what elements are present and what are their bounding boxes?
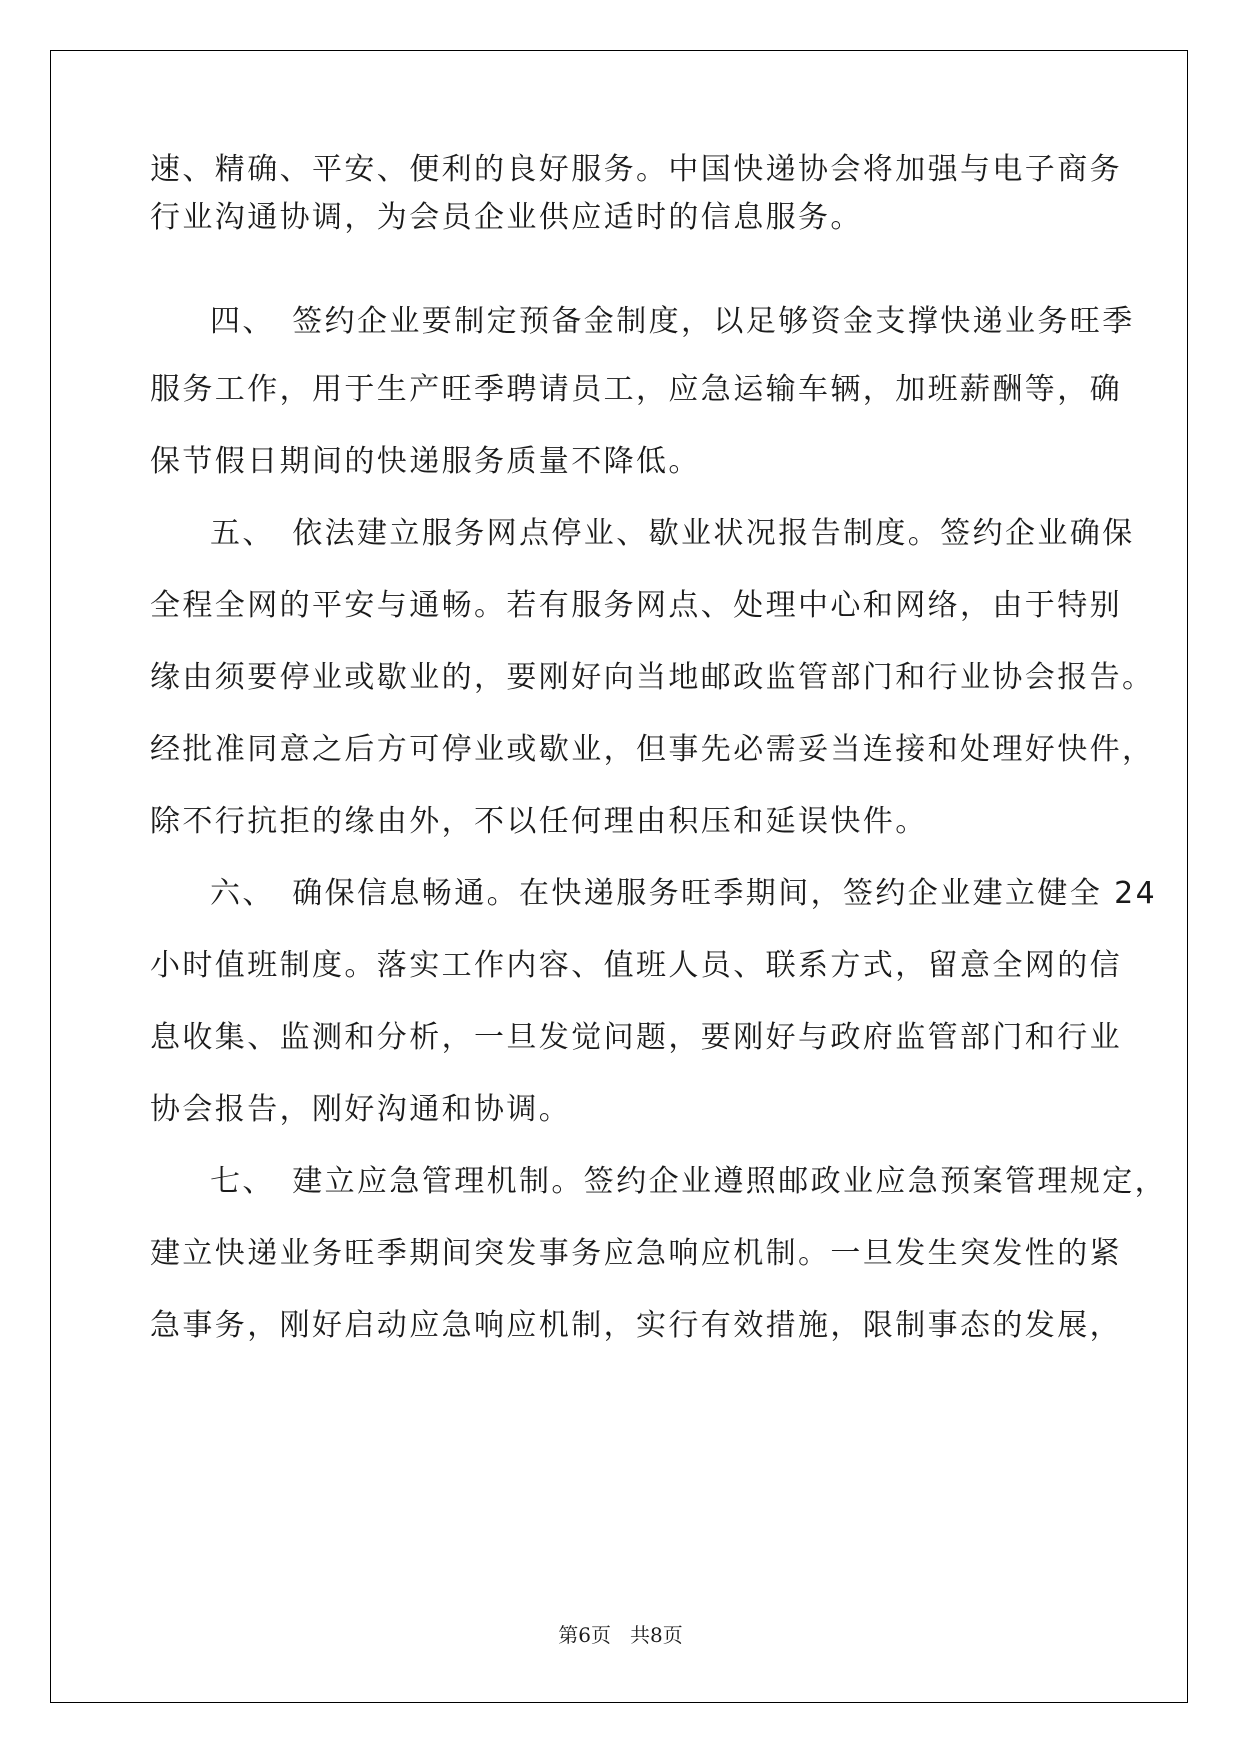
text-line-17: 急事务，刚好启动应急响应机制，实行有效措施，限制事态的发展， (150, 1308, 1122, 1343)
text-line-2: 行业沟通协调，为会员企业供应适时的信息服务。 (150, 200, 863, 235)
text-line-12: 小时值班制度。落实工作内容、值班人员、联系方式，留意全网的信 (150, 948, 1122, 983)
text-line-7: 全程全网的平安与通畅。若有服务网点、处理中心和网络，由于特别 (150, 588, 1122, 623)
footer-total-pages: 8 (650, 1623, 663, 1647)
text-line-13: 息收集、监测和分析，一旦发觉问题，要刚好与政府监管部门和行业 (150, 1020, 1122, 1055)
text-line-9: 经批准同意之后方可停业或歇业，但事先必需妥当连接和处理好快件， (150, 732, 1155, 767)
text-line-11: 六、 确保信息畅通。在快递服务旺季期间，签约企业建立健全 24 (210, 876, 1158, 911)
text-line-8: 缘由须要停业或歇业的，要刚好向当地邮政监管部门和行业协会报告。 (150, 660, 1155, 695)
text-line-5: 保节假日期间的快递服务质量不降低。 (150, 444, 701, 479)
text-line-3: 四、 签约企业要制定预备金制度，以足够资金支撑快递业务旺季 (210, 304, 1135, 339)
page-number-footer (0, 1622, 1241, 1648)
footer-total-prefix: 共 (630, 1623, 651, 1647)
text-line-1: 速、精确、平安、便利的良好服务。中国快递协会将加强与电子商务 (150, 152, 1122, 187)
footer-current-prefix: 第 (558, 1623, 579, 1647)
text-line-6: 五、 依法建立服务网点停业、歇业状况报告制度。签约企业确保 (210, 516, 1135, 551)
text-line-14: 协会报告，刚好沟通和协调。 (150, 1092, 572, 1127)
text-line-16: 建立快递业务旺季期间突发事务应急响应机制。一旦发生突发性的紧 (150, 1236, 1122, 1271)
footer-current-page: 6 (578, 1623, 591, 1647)
footer-current-suffix: 页 (590, 1623, 611, 1647)
text-line-10: 除不行抗拒的缘由外，不以任何理由积压和延误快件。 (150, 804, 928, 839)
footer-total-suffix: 页 (662, 1623, 683, 1647)
text-line-15: 七、 建立应急管理机制。签约企业遵照邮政业应急预案管理规定， (210, 1164, 1167, 1199)
text-line-4: 服务工作，用于生产旺季聘请员工，应急运输车辆，加班薪酬等，确 (150, 372, 1122, 407)
